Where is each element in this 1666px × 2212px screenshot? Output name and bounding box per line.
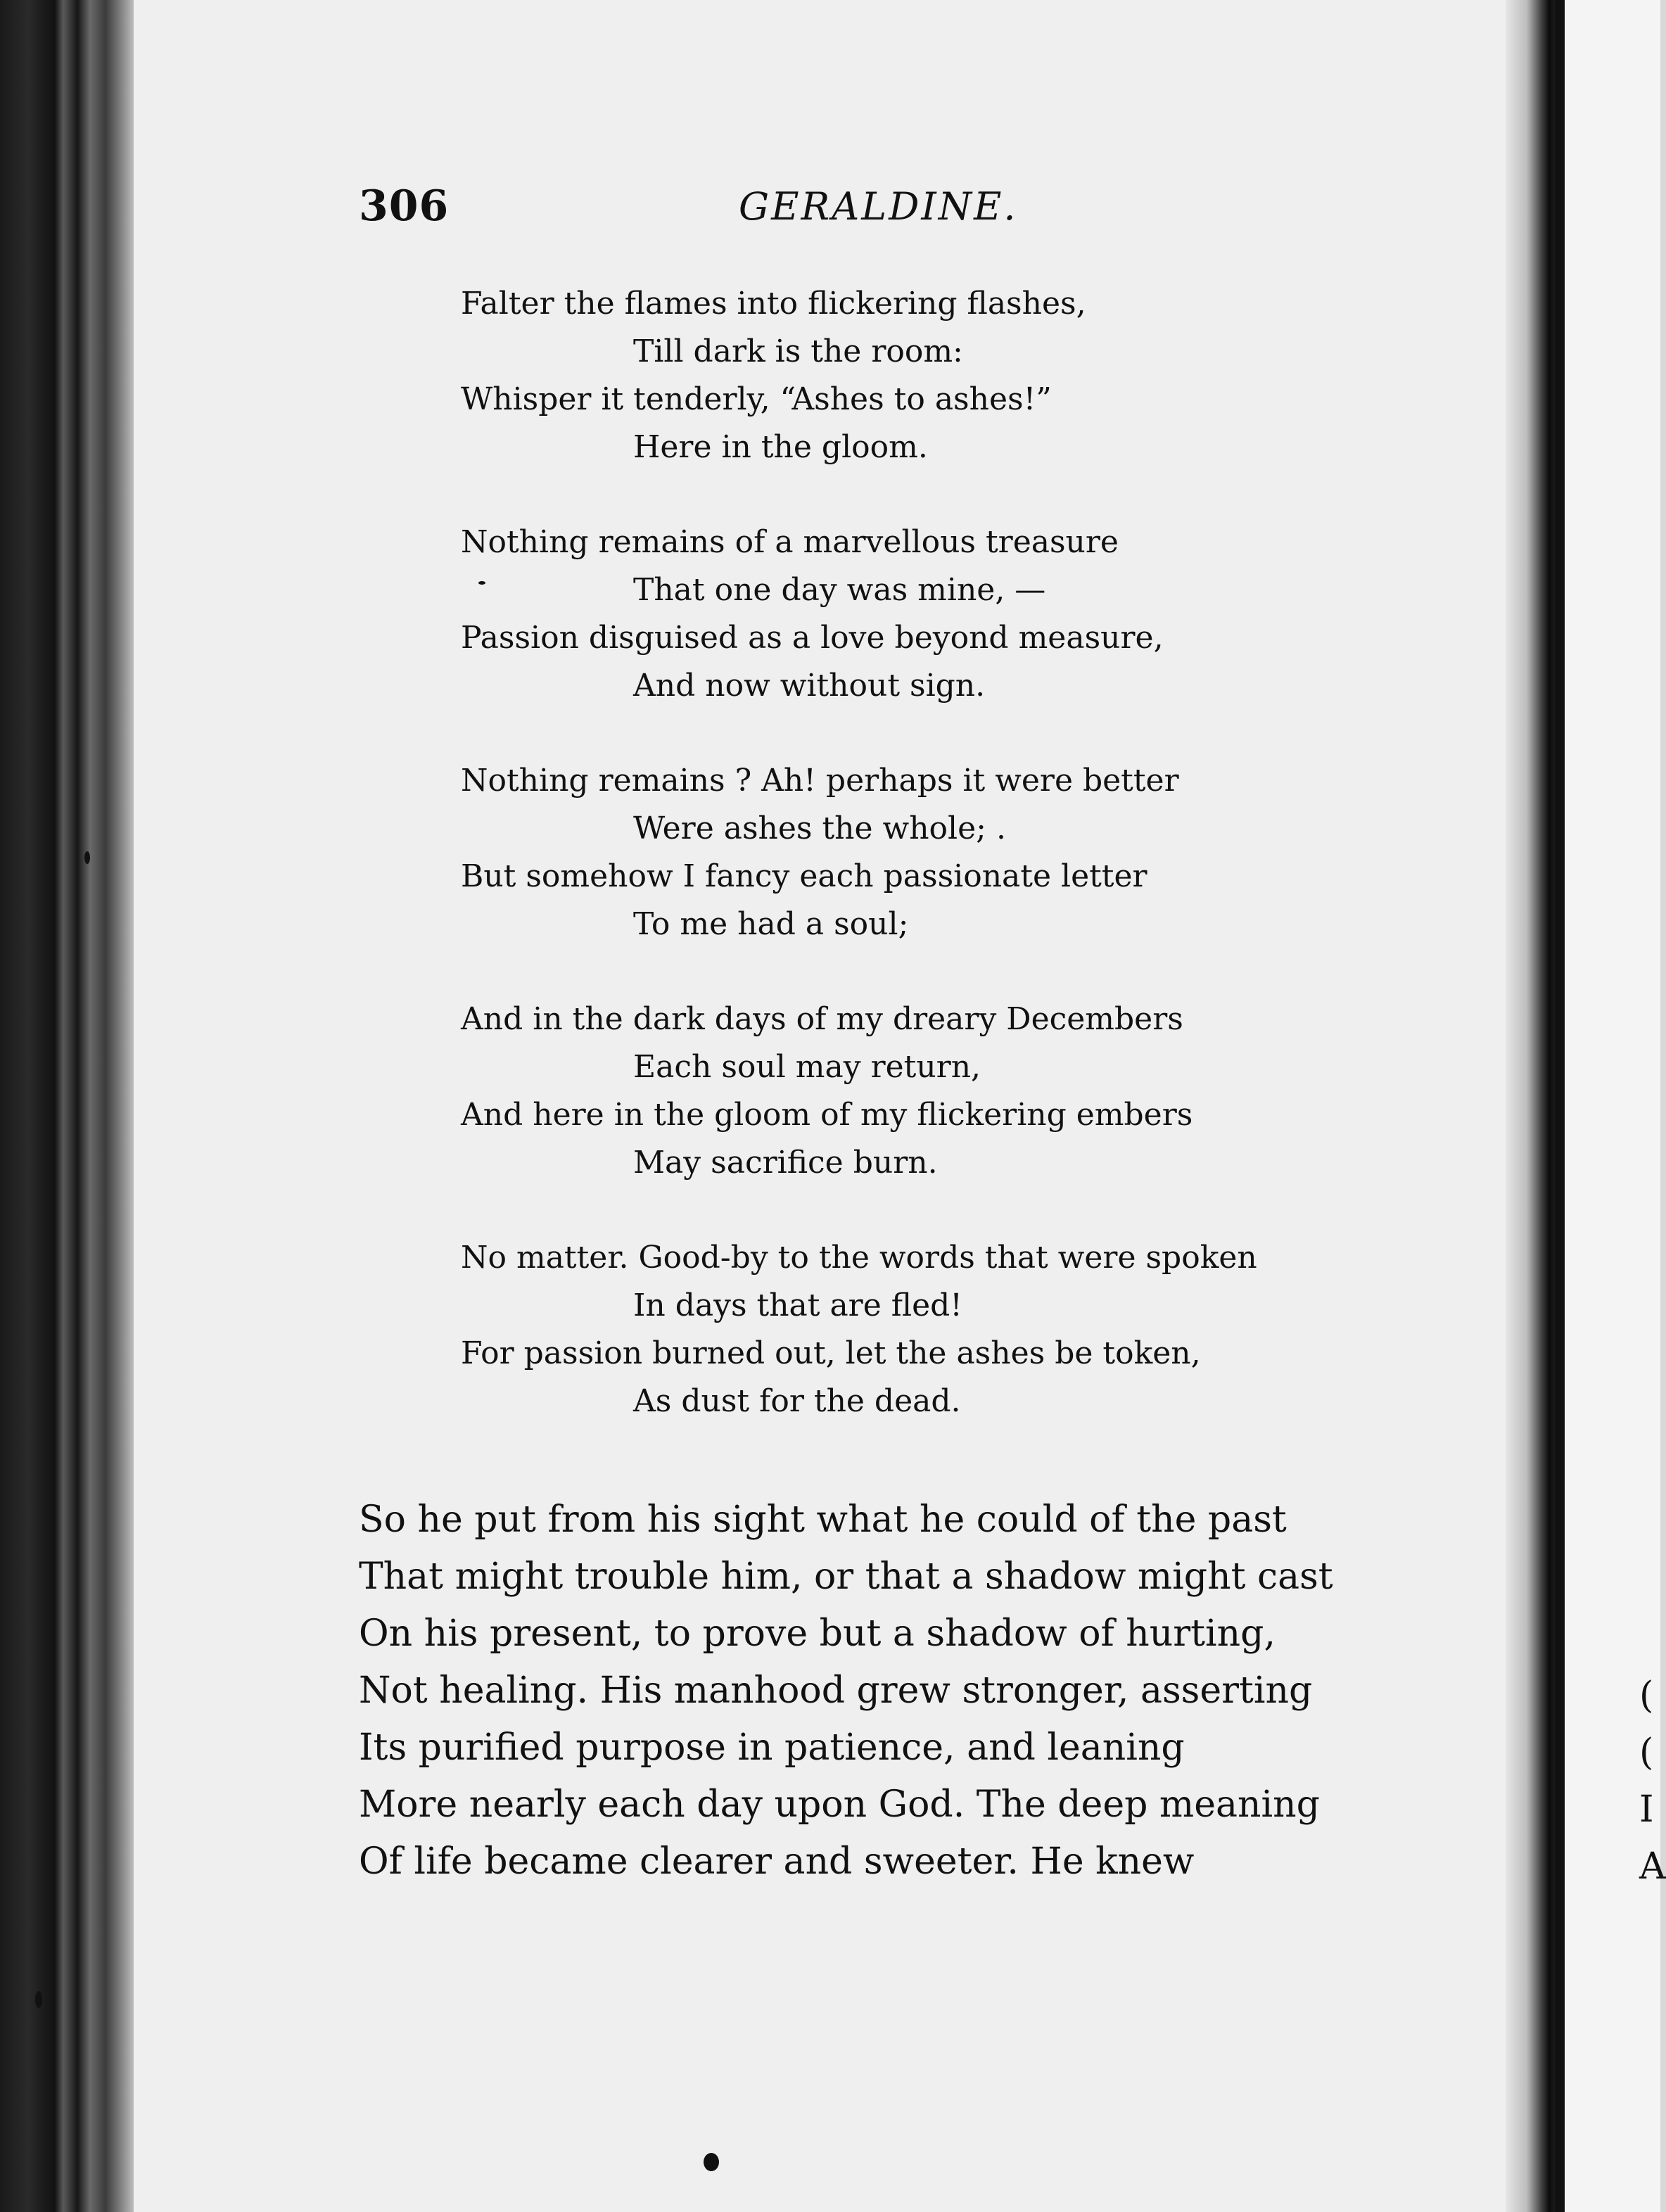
poem-stanza xyxy=(461,1234,1516,1425)
poem-line: Nothing remains of a marvellous treasure xyxy=(461,524,1119,560)
poem-line: Passion disguised as a love beyond measure, xyxy=(461,620,1164,656)
facing-glyph: A xyxy=(1639,1845,1666,1888)
poem-line: In days that are fled! xyxy=(633,1288,962,1323)
book-binding-edge xyxy=(0,0,134,2212)
facing-page-border xyxy=(1555,0,1565,2212)
poem-line: Till dark is the room: xyxy=(633,333,963,369)
poem-line: Each soul may return, xyxy=(633,1049,981,1085)
book-page xyxy=(134,0,1506,2212)
prose-line: Its purified purpose in patience, and leaning xyxy=(359,1727,1185,1769)
page-gutter xyxy=(1506,0,1555,2212)
scan-speck xyxy=(84,851,90,864)
poem-stanza xyxy=(461,996,1516,1187)
poem-stanza xyxy=(461,519,1516,710)
poem-line: For passion burned out, let the ashes be token, xyxy=(461,1335,1201,1371)
poem-line: And now without sign. xyxy=(633,668,986,704)
prose-line: On his present, to prove but a shadow of hurting, xyxy=(359,1613,1276,1655)
prose-line: More nearly each day upon God. The deep meaning xyxy=(359,1784,1320,1826)
page-number: 306 xyxy=(359,182,450,231)
facing-glyph: ( xyxy=(1639,1674,1654,1717)
poem-line: And in the dark days of my dreary Decembers xyxy=(461,1001,1183,1037)
running-title: GERALDINE. xyxy=(739,184,1018,229)
prose-line: Not healing. His manhood grew stronger, asserting xyxy=(359,1670,1313,1712)
poem-line: Nothing remains ? Ah! perhaps it were better xyxy=(461,763,1179,799)
facing-glyph: I xyxy=(1639,1788,1654,1831)
poem-line: No matter. Good-by to the words that were spoken xyxy=(461,1240,1257,1276)
prose-line: That might trouble him, or that a shadow might cast xyxy=(359,1556,1333,1598)
prose-paragraph xyxy=(359,1492,1583,1890)
poem-line: Here in the gloom. xyxy=(633,429,928,465)
facing-page-glyphs xyxy=(1639,1667,1666,1895)
poem-line: Were ashes the whole; . xyxy=(633,811,1006,846)
poem-line: As dust for the dead. xyxy=(633,1383,961,1419)
poem-line: But somehow I fancy each passionate letter xyxy=(461,858,1147,894)
poem-stanza xyxy=(461,757,1516,948)
prose-line: So he put from his sight what he could of the past xyxy=(359,1499,1287,1541)
poem xyxy=(461,280,1516,1473)
poem-line: Whisper it tenderly, “Ashes to ashes!” xyxy=(461,381,1052,417)
scan-speck xyxy=(35,1991,42,2008)
poem-line: Falter the flames into flickering flashes, xyxy=(461,286,1086,322)
facing-glyph: ( xyxy=(1639,1731,1654,1774)
poem-stanza xyxy=(461,280,1516,471)
prose-line: Of life became clearer and sweeter. He knew xyxy=(359,1841,1195,1883)
poem-line: May sacrifice burn. xyxy=(633,1145,938,1181)
poem-line: And here in the gloom of my flickering embers xyxy=(461,1097,1193,1133)
scan-speck xyxy=(704,2153,719,2171)
poem-line: To me had a soul; xyxy=(633,906,909,942)
poem-line: That one day was mine, — xyxy=(633,572,1046,608)
scan-speck xyxy=(478,581,485,585)
